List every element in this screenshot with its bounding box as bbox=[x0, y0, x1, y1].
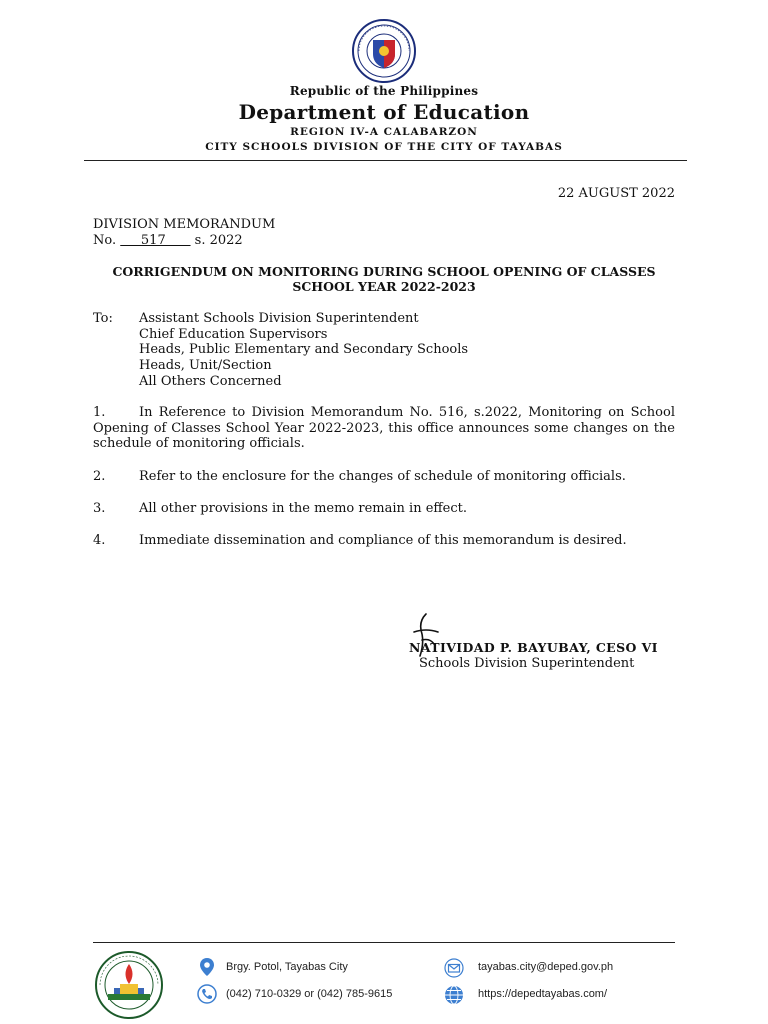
paragraph-number: 2. bbox=[93, 469, 106, 484]
paragraph-number: 1. bbox=[93, 405, 106, 420]
recipient-item: Assistant Schools Division Superintendent bbox=[139, 311, 419, 326]
paragraph-2 bbox=[93, 469, 675, 485]
region-heading: REGION IV-A CALABARZON bbox=[290, 126, 478, 138]
deped-seal-logo bbox=[349, 18, 419, 84]
memo-series: s. 2022 bbox=[190, 233, 243, 248]
to-label: To: bbox=[93, 311, 113, 326]
signatory-designation: Schools Division Superintendent bbox=[419, 656, 635, 671]
memo-title bbox=[93, 264, 675, 294]
paragraph-3 bbox=[93, 501, 675, 517]
recipient-list bbox=[139, 311, 468, 390]
memo-date: 22 AUGUST 2022 bbox=[557, 186, 675, 201]
paragraph-text: In Reference to Division Memorandum No. 516, s.2022, Monitoring on School Opening of Classes School Year 2022-2023, this office announces some changes on the schedule of monitoring officials. bbox=[93, 405, 675, 452]
paragraph-number: 4. bbox=[93, 533, 106, 548]
division-heading: CITY SCHOOLS DIVISION OF THE CITY OF TAYABAS bbox=[205, 141, 563, 153]
memo-title-line1: CORRIGENDUM ON MONITORING DURING SCHOOL OPENING OF CLASSES bbox=[112, 264, 656, 279]
paragraph-1 bbox=[93, 405, 675, 452]
memo-title-line2: SCHOOL YEAR 2022-2023 bbox=[292, 279, 476, 294]
envelope-icon bbox=[444, 958, 464, 978]
footer-website[interactable]: https://depedtayabas.com/ bbox=[478, 988, 608, 1000]
footer-phone: (042) 710-0329 or (042) 785-9615 bbox=[226, 988, 393, 1000]
phone-icon bbox=[197, 984, 217, 1004]
footer-email[interactable]: tayabas.city@deped.gov.ph bbox=[478, 961, 614, 973]
department-heading: Department of Education bbox=[238, 100, 530, 124]
globe-icon bbox=[444, 985, 464, 1005]
republic-heading: Republic of the Philippines bbox=[289, 84, 479, 98]
location-pin-icon bbox=[197, 957, 217, 977]
memo-number bbox=[93, 233, 243, 248]
memo-number-value: 517 bbox=[120, 233, 191, 248]
recipient-item: All Others Concerned bbox=[139, 373, 282, 389]
footer-address: Brgy. Potol, Tayabas City bbox=[226, 961, 348, 973]
paragraph-text: Immediate dissemination and compliance of this memorandum is desired. bbox=[139, 533, 627, 548]
footer-divider bbox=[93, 942, 675, 943]
paragraph-4 bbox=[93, 533, 675, 549]
paragraph-text: Refer to the enclosure for the changes of schedule of monitoring officials. bbox=[139, 469, 626, 484]
memo-label: DIVISION MEMORANDUM bbox=[93, 217, 276, 232]
memo-number-prefix: No. bbox=[93, 233, 121, 248]
signatory-name: NATIVIDAD P. BAYUBAY, CESO VI bbox=[409, 640, 658, 655]
header-divider bbox=[84, 160, 687, 161]
recipient-item: Chief Education Supervisors bbox=[139, 326, 328, 342]
recipient-item: Heads, Public Elementary and Secondary Schools bbox=[139, 342, 469, 358]
division-logo bbox=[94, 950, 164, 1020]
recipient-item: Heads, Unit/Section bbox=[139, 358, 272, 374]
paragraph-number: 3. bbox=[93, 501, 106, 516]
paragraph-text: All other provisions in the memo remain in effect. bbox=[139, 501, 467, 516]
